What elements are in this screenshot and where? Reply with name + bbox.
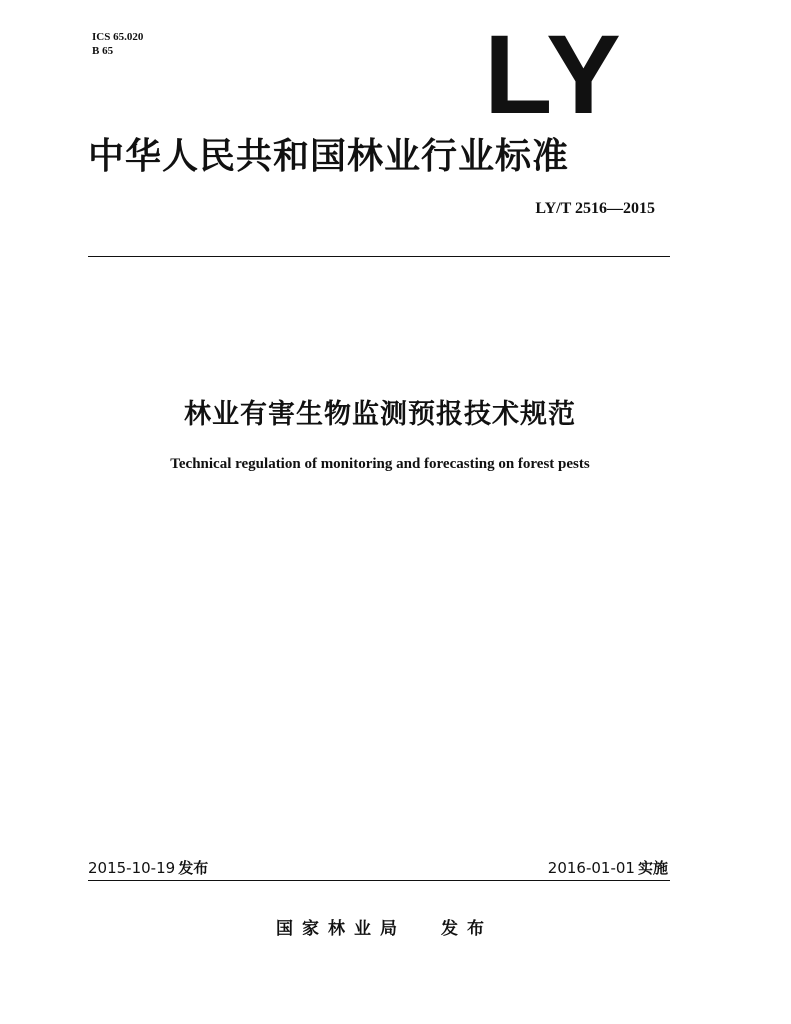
issuer-name: 国家林业局 xyxy=(276,919,406,939)
implement-date-line xyxy=(470,857,668,878)
classification-codes xyxy=(92,30,143,58)
issue-date: 2015-10-19 xyxy=(88,859,176,877)
bottom-divider xyxy=(88,880,670,881)
english-title: Technical regulation of monitoring and forecasting on forest pests xyxy=(170,456,590,472)
ics-code: ICS 65.020 xyxy=(92,31,144,43)
implement-date: 2016-01-01 xyxy=(547,859,635,877)
standard-code: LY/T 2516—2015 xyxy=(535,200,655,217)
top-divider xyxy=(88,256,670,257)
standard-category-title: 中华人民共和国林业行业标准 xyxy=(88,136,570,177)
chinese-title: 林业有害生物监测预报技术规范 xyxy=(184,399,576,430)
ly-logo: LY xyxy=(484,12,625,137)
publish-label: 发布 xyxy=(441,919,493,939)
issue-label: 发布 xyxy=(178,859,209,877)
implement-label: 实施 xyxy=(637,859,668,877)
issue-date-line xyxy=(88,857,208,878)
ccs-code: B 65 xyxy=(92,45,114,57)
